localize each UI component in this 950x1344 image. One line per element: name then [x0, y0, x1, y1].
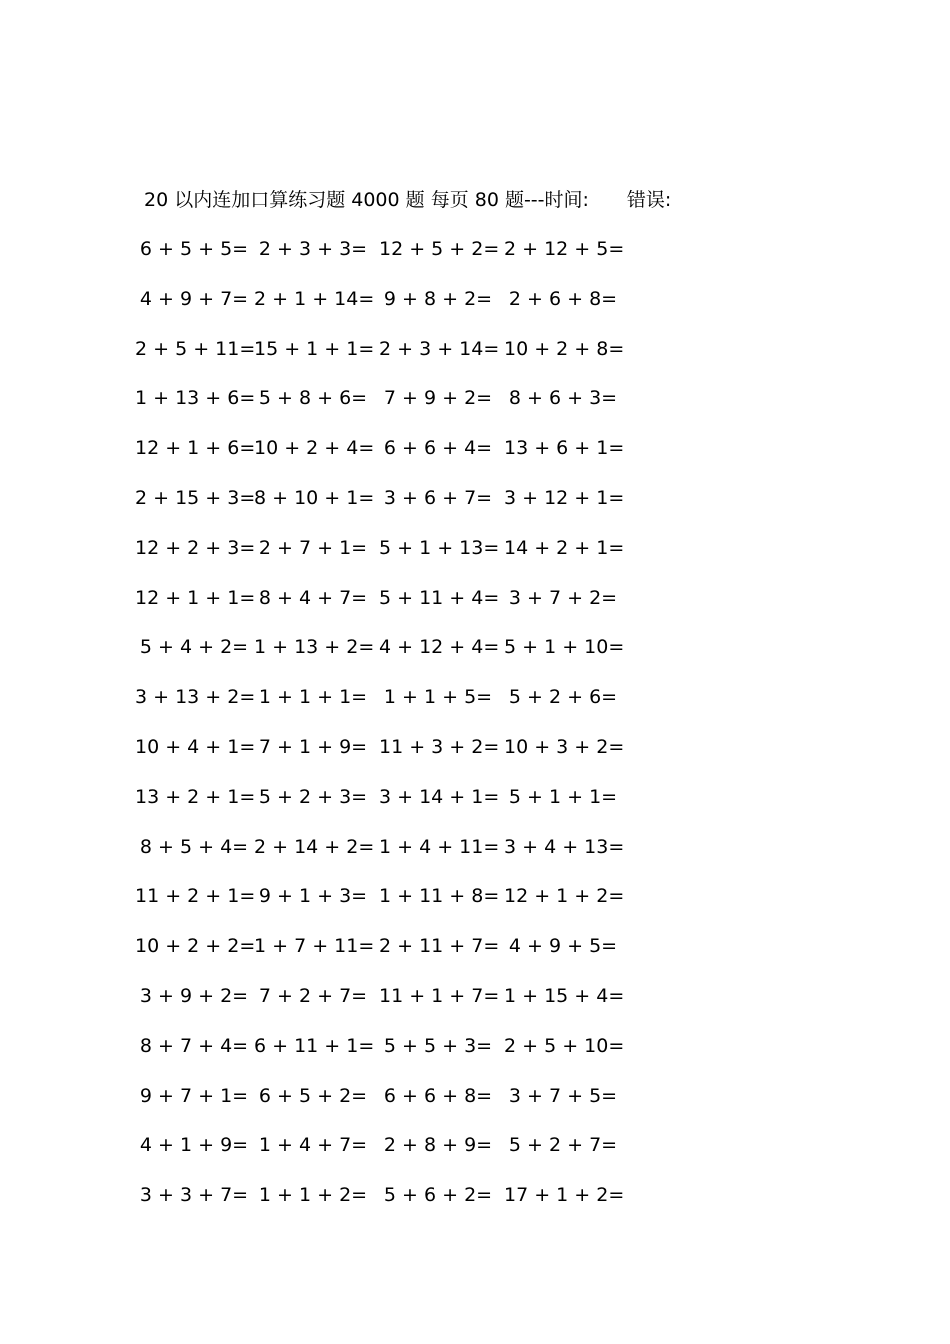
arithmetic-problem: 14 + 2 + 1= [504, 537, 625, 559]
arithmetic-problem: 3 + 13 + 2= [135, 686, 256, 708]
arithmetic-problem: 6 + 5 + 5= [139, 238, 249, 260]
arithmetic-problem: 8 + 6 + 3= [508, 387, 618, 409]
arithmetic-problem: 7 + 1 + 9= [258, 736, 368, 758]
arithmetic-problem: 5 + 1 + 1= [508, 786, 618, 808]
arithmetic-problem: 8 + 7 + 4= [139, 1035, 249, 1057]
arithmetic-problem: 11 + 2 + 1= [135, 885, 256, 907]
arithmetic-problem: 2 + 5 + 10= [504, 1035, 625, 1057]
arithmetic-problem: 10 + 2 + 8= [504, 338, 625, 360]
arithmetic-problem: 1 + 13 + 2= [254, 636, 375, 658]
arithmetic-problem: 1 + 4 + 11= [379, 836, 500, 858]
arithmetic-problem: 2 + 1 + 14= [254, 288, 375, 310]
arithmetic-problem: 6 + 6 + 8= [383, 1085, 493, 1107]
arithmetic-problem: 12 + 1 + 2= [504, 885, 625, 907]
arithmetic-problem: 2 + 12 + 5= [504, 238, 625, 260]
arithmetic-problem: 4 + 1 + 9= [139, 1134, 249, 1156]
arithmetic-problem: 2 + 3 + 3= [258, 238, 368, 260]
arithmetic-problem: 1 + 4 + 7= [258, 1134, 368, 1156]
arithmetic-problem: 5 + 1 + 13= [379, 537, 500, 559]
arithmetic-problem: 12 + 1 + 6= [135, 437, 256, 459]
arithmetic-problem: 2 + 7 + 1= [258, 537, 368, 559]
arithmetic-problem: 1 + 7 + 11= [254, 935, 375, 957]
errors-label: 错误: [626, 189, 672, 211]
arithmetic-problem: 9 + 7 + 1= [139, 1085, 249, 1107]
arithmetic-problem: 5 + 8 + 6= [258, 387, 368, 409]
arithmetic-problem: 9 + 8 + 2= [383, 288, 493, 310]
arithmetic-problem: 3 + 3 + 7= [139, 1184, 249, 1206]
arithmetic-problem: 5 + 1 + 10= [504, 636, 625, 658]
arithmetic-problem: 13 + 2 + 1= [135, 786, 256, 808]
arithmetic-problem: 12 + 5 + 2= [379, 238, 500, 260]
arithmetic-problem: 1 + 11 + 8= [379, 885, 500, 907]
arithmetic-problem: 3 + 4 + 13= [504, 836, 625, 858]
arithmetic-problem: 5 + 5 + 3= [383, 1035, 493, 1057]
arithmetic-problem: 2 + 5 + 11= [135, 338, 256, 360]
arithmetic-problem: 11 + 3 + 2= [379, 736, 500, 758]
arithmetic-problem: 10 + 3 + 2= [504, 736, 625, 758]
arithmetic-problem: 9 + 1 + 3= [258, 885, 368, 907]
arithmetic-problem: 1 + 1 + 1= [258, 686, 368, 708]
arithmetic-problem: 4 + 9 + 5= [508, 935, 618, 957]
arithmetic-problem: 7 + 9 + 2= [383, 387, 493, 409]
arithmetic-problem: 12 + 2 + 3= [135, 537, 256, 559]
arithmetic-problem: 5 + 6 + 2= [383, 1184, 493, 1206]
arithmetic-problem: 5 + 2 + 6= [508, 686, 618, 708]
arithmetic-problem: 4 + 9 + 7= [139, 288, 249, 310]
arithmetic-problem: 1 + 1 + 5= [383, 686, 493, 708]
arithmetic-problem: 12 + 1 + 1= [135, 587, 256, 609]
arithmetic-problem: 3 + 9 + 2= [139, 985, 249, 1007]
arithmetic-problem: 3 + 6 + 7= [383, 487, 493, 509]
arithmetic-problem: 5 + 2 + 7= [508, 1134, 618, 1156]
arithmetic-problem: 2 + 8 + 9= [383, 1134, 493, 1156]
worksheet-header [144, 186, 671, 214]
arithmetic-problem: 6 + 5 + 2= [258, 1085, 368, 1107]
arithmetic-problem: 6 + 6 + 4= [383, 437, 493, 459]
arithmetic-problem: 2 + 6 + 8= [508, 288, 618, 310]
arithmetic-problem: 1 + 15 + 4= [504, 985, 625, 1007]
arithmetic-problem: 1 + 13 + 6= [135, 387, 256, 409]
arithmetic-problem: 3 + 7 + 5= [508, 1085, 618, 1107]
arithmetic-problem: 8 + 5 + 4= [139, 836, 249, 858]
arithmetic-problem: 10 + 2 + 4= [254, 437, 375, 459]
arithmetic-problem: 2 + 14 + 2= [254, 836, 375, 858]
arithmetic-problem: 8 + 4 + 7= [258, 587, 368, 609]
arithmetic-problem: 3 + 7 + 2= [508, 587, 618, 609]
arithmetic-problem: 10 + 2 + 2= [135, 935, 256, 957]
arithmetic-problem: 2 + 15 + 3= [135, 487, 256, 509]
arithmetic-problem: 3 + 14 + 1= [379, 786, 500, 808]
arithmetic-problem: 2 + 3 + 14= [379, 338, 500, 360]
arithmetic-problem: 1 + 1 + 2= [258, 1184, 368, 1206]
arithmetic-problem: 4 + 12 + 4= [379, 636, 500, 658]
arithmetic-problem: 11 + 1 + 7= [379, 985, 500, 1007]
arithmetic-problem: 6 + 11 + 1= [254, 1035, 375, 1057]
arithmetic-problem: 2 + 11 + 7= [379, 935, 500, 957]
arithmetic-problem: 13 + 6 + 1= [504, 437, 625, 459]
arithmetic-problem: 3 + 12 + 1= [504, 487, 625, 509]
arithmetic-problem: 17 + 1 + 2= [504, 1184, 625, 1206]
arithmetic-problem: 8 + 10 + 1= [254, 487, 375, 509]
arithmetic-problem: 5 + 4 + 2= [139, 636, 249, 658]
arithmetic-problem: 10 + 4 + 1= [135, 736, 256, 758]
arithmetic-problem: 15 + 1 + 1= [254, 338, 375, 360]
worksheet-title: 20 以内连加口算练习题 4000 题 每页 80 题---时间: [144, 189, 589, 211]
arithmetic-problem: 7 + 2 + 7= [258, 985, 368, 1007]
arithmetic-problem: 5 + 2 + 3= [258, 786, 368, 808]
arithmetic-problem: 5 + 11 + 4= [379, 587, 500, 609]
